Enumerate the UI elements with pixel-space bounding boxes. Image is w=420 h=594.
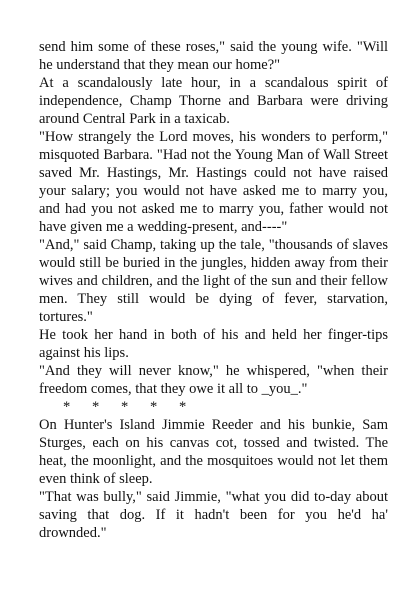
paragraph-taxicab: At a scandalously late hour, in a scandalous spirit of independence, Champ Thorne and Barbara were driving around Central Park in a taxicab. — [39, 75, 388, 127]
paragraph-barbara-speech: "How strangely the Lord moves, his wonders to perform," misquoted Barbara. "Had not the Young Man of Wall Street saved Mr. Hastings, Mr. Hastings could not have raised your salary; you would not have asked me to marry you, and had you not asked me to marry you, father would not have given me a wedding-present, and----" — [39, 129, 388, 235]
paragraph-roses: send him some of these roses," said the young wife. "Will he understand that they mean our home?" — [39, 39, 388, 73]
paragraph-champ-speech: "And," said Champ, taking up the tale, "thousands of slaves would still be buried in the jungles, hidden away from their wives and children, and the light of the sun and their fellow men. They still would be dying of fever, starvation, tortures." — [39, 237, 388, 325]
paragraph-fingertips: He took her hand in both of his and held her finger-tips against his lips. — [39, 327, 388, 361]
paragraph-hunters-island: On Hunter's Island Jimmie Reeder and his bunkie, Sam Sturges, each on his canvas cot, tossed and twisted. The heat, the moonlight, and the mosquitoes would not let them even think of sleep. — [39, 417, 388, 487]
section-break: * * * * * — [63, 399, 187, 415]
paragraph-whisper: "And they will never know," he whispered, "when their freedom comes, that they owe it all to _you_." — [39, 363, 388, 397]
paragraph-jimmie-speech: "That was bully," said Jimmie, "what you did to-day about saving that dog. If it hadn't been for you he'd ha' drownded." — [39, 489, 388, 541]
book-page — [39, 38, 388, 542]
